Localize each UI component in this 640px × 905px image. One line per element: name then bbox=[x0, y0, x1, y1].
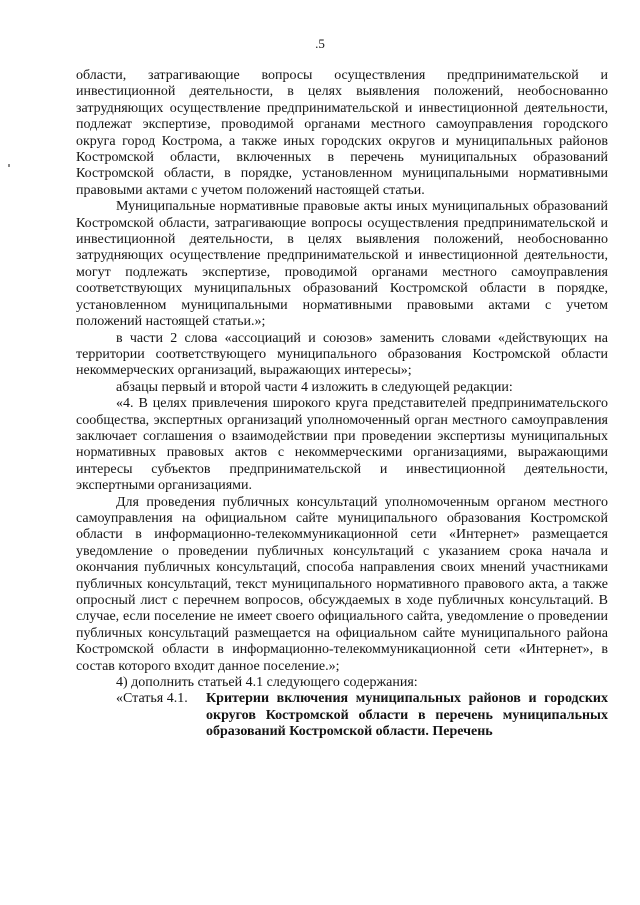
article-label: «Статья 4.1. bbox=[116, 691, 188, 707]
article-title: Критерии включения муниципальных районов и городских округов Костромской области в перечень муниципальных образований Костромской области. Перечень bbox=[206, 691, 608, 740]
paragraph-4: абзацы первый и второй части 4 изложить в следующей редакции: bbox=[116, 379, 513, 395]
paragraph-6: Для проведения публичных консультаций уполномоченным органом местного самоуправления на официальном сайте муниципального образования Костромской области в информационно-телекоммуникационной сети «Интернет» размещается уведомление о проведении публичных консультаций с указанием срока начала и окончания публичных консультаций, способа направления своих мнений участниками публичных консультаций, текст муниципального нормативного правового акта, а также опросный лист с перечнем вопросов, обсуждаемых в ходе публичных консультаций. В случае, если поселение не имеет своего официального сайта, уведомление о проведении публичных консультаций размещается на официальном сайте муниципального района Костромской области в информационно-телекоммуникационной сети «Интернет», в состав которого входит данное поселение.»; bbox=[76, 494, 608, 674]
paragraph-2: Муниципальные нормативные правовые акты иных муниципальных образований Костромской области, затрагивающие вопросы осуществления предпринимательской и инвестиционной деятельности, в целях выявления положений, необоснованно затрудняющих осуществление предпринимательской и инвестиционной деятельности, могут подлежать экспертизе, проводимой органами местного самоуправления соответствующих муниципальных образований Костромской области в порядке, установленном муниципальными нормативными правовыми актами с учетом положений настоящей статьи.»; bbox=[76, 199, 608, 330]
paragraph-3: в части 2 слова «ассоциаций и союзов» заменить словами «действующих на территории соответствующего муниципального образования Костромской области некоммерческих организаций, выражающих интересы»; bbox=[76, 330, 608, 379]
paragraph-5: «4. В целях привлечения широкого круга представителей предпринимательского сообщества, экспертных организаций уполномоченный орган местного самоуправления заключает соглашения о взаимодействии при проведении экспертизы муниципальных нормативных правовых актов с некоммерческими организациями, выражающими интересы субъектов предпринимательской и инвестиционной деятельности, экспертными организациями. bbox=[76, 396, 608, 494]
paragraph-7: 4) дополнить статьей 4.1 следующего содержания: bbox=[116, 675, 418, 691]
scan-mark bbox=[8, 164, 10, 167]
paragraph-1: области, затрагивающие вопросы осуществления предпринимательской и инвестиционной деятельности, в целях выявления положений, необоснованно затрудняющих осуществление предпринимательской и инвестиционной деятельности, подлежат экспертизе, проводимой органами местного самоуправления городского округа город Кострома, а также иных городских округов и муниципальных районов Костромской области, включенных в перечень муниципальных образований Костромской области, в порядке, установленном муниципальными нормативными правовыми актами с учетом положений настоящей статьи. bbox=[76, 68, 608, 198]
article-heading bbox=[76, 691, 608, 740]
document-body bbox=[76, 68, 608, 741]
page-number: .5 bbox=[315, 36, 325, 51]
